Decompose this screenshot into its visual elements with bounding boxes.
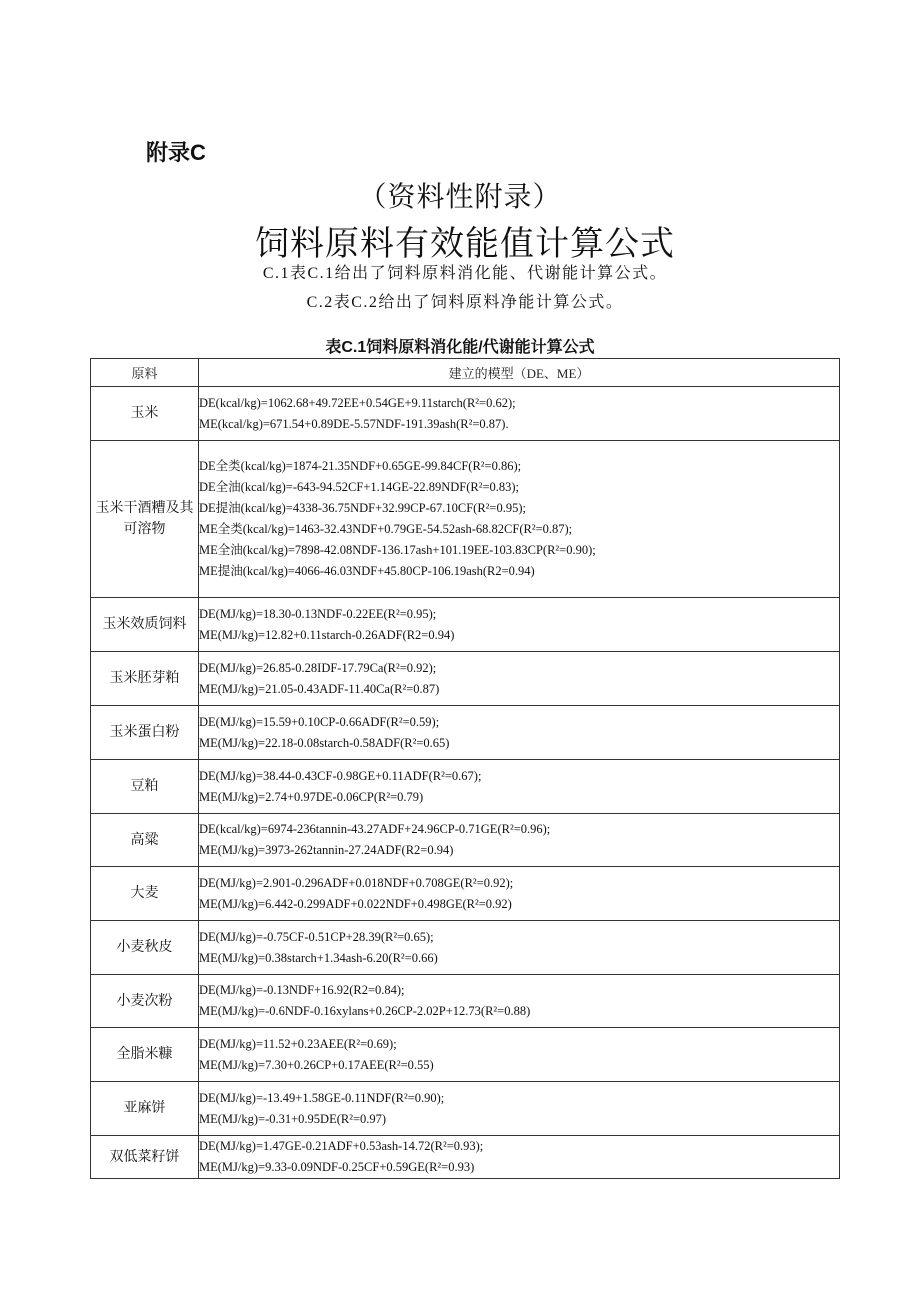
formula-line: DE(MJ/kg)=18.30-0.13NDF-0.22EE(R²=0.95); xyxy=(199,606,437,621)
appendix-subtitle: （资料性附录） xyxy=(358,181,562,212)
formula-line: DE(kcal/kg)=1062.68+49.72EE+0.54GE+9.11starch(R²=0.62); xyxy=(199,395,516,410)
formula-cell xyxy=(199,1082,840,1136)
formula-line: ME(MJ/kg)=-0.31+0.95DE(R²=0.97) xyxy=(199,1111,387,1126)
formula-cell xyxy=(199,814,840,867)
formula-line: DE(MJ/kg)=-0.13NDF+16.92(R2=0.84); xyxy=(199,983,405,997)
material-cell: 玉米胚芽粕 xyxy=(91,652,199,706)
table-row xyxy=(91,921,840,975)
formula-line: DE(MJ/kg)=-0.75CF-0.51CP+28.39(R²=0.65); xyxy=(199,929,434,944)
table-row xyxy=(91,441,840,598)
material-cell: 豆粕 xyxy=(91,760,199,814)
table-body xyxy=(91,387,840,1179)
table-row xyxy=(91,814,840,867)
table-row xyxy=(91,975,840,1028)
formula-cell xyxy=(199,760,840,814)
material-cell: 玉米干酒糟及其可溶物 xyxy=(91,441,199,598)
formula-line: DE(MJ/kg)=38.44-0.43CF-0.98GE+0.11ADF(R²=0.67); xyxy=(199,768,482,783)
formula-line: ME全类(kcal/kg)=1463-32.43NDF+0.79GE-54.52ash-68.82CF(R²=0.87); xyxy=(199,522,573,536)
formula-cell xyxy=(199,921,840,975)
formula-line: DE全油(kcal/kg)=-643-94.52CF+1.14GE-22.89NDF(R²=0.83); xyxy=(199,480,520,494)
material-cell: 高粱 xyxy=(91,814,199,867)
material-cell: 亚麻饼 xyxy=(91,1082,199,1136)
column-header-model: 建立的模型（DE、ME） xyxy=(199,359,840,387)
material-cell: 全脂米糠 xyxy=(91,1028,199,1082)
formula-line: ME(MJ/kg)=-0.6NDF-0.16xylans+0.26CP-2.02P+12.73(R²=0.88) xyxy=(199,1004,531,1018)
formula-line: DE全类(kcal/kg)=1874-21.35NDF+0.65GE-99.84CF(R²=0.86); xyxy=(199,459,522,473)
formula-line: ME全油(kcal/kg)=7898-42.08NDF-136.17ash+101.19EE-103.83CP(R²=0.90); xyxy=(199,543,596,557)
formula-line: DE提油(kcal/kg)=4338-36.75NDF+32.99CP-67.10CF(R²=0.95); xyxy=(199,501,526,515)
formula-cell xyxy=(199,706,840,760)
formula-line: DE(MJ/kg)=26.85-0.28IDF-17.79Ca(R²=0.92); xyxy=(199,660,437,675)
formula-cell xyxy=(199,867,840,921)
formula-line: ME(kcal/kg)=671.54+0.89DE-5.57NDF-191.39ash(R²=0.87). xyxy=(199,416,509,431)
material-cell: 小麦秋皮 xyxy=(91,921,199,975)
formula-cell xyxy=(199,441,840,598)
formula-table xyxy=(90,358,840,1179)
formula-line: ME(MJ/kg)=0.38starch+1.34ash-6.20(R²=0.66) xyxy=(199,950,438,965)
formula-line: ME(MJ/kg)=3973-262tannin-27.24ADF(R2=0.94) xyxy=(199,843,454,857)
intro-line-1: C.1表C.1给出了饲料原料消化能、代谢能计算公式。 xyxy=(262,265,668,282)
formula-line: ME(MJ/kg)=7.30+0.26CP+0.17AEE(R²=0.55) xyxy=(199,1057,434,1072)
table-row xyxy=(91,652,840,706)
formula-line: ME(MJ/kg)=9.33-0.09NDF-0.25CF+0.59GE(R²=0.93) xyxy=(199,1160,475,1174)
table-row xyxy=(91,1028,840,1082)
document-title: 饲料原料有效能值计算公式 xyxy=(255,225,675,263)
formula-cell xyxy=(199,387,840,441)
appendix-label: 附录C xyxy=(146,140,206,165)
table-row xyxy=(91,760,840,814)
formula-line: DE(MJ/kg)=15.59+0.10CP-0.66ADF(R²=0.59); xyxy=(199,714,440,729)
table-row xyxy=(91,387,840,441)
material-cell: 玉米蛋白粉 xyxy=(91,706,199,760)
formula-line: DE(MJ/kg)=1.47GE-0.21ADF+0.53ash-14.72(R²=0.93); xyxy=(199,1139,484,1153)
table-row xyxy=(91,598,840,652)
formula-cell xyxy=(199,1028,840,1082)
formula-cell xyxy=(199,975,840,1028)
formula-line: ME(MJ/kg)=12.82+0.11starch-0.26ADF(R2=0.94) xyxy=(199,627,455,642)
material-cell: 小麦次粉 xyxy=(91,975,199,1028)
formula-line: ME(MJ/kg)=21.05-0.43ADF-11.40Ca(R²=0.87) xyxy=(199,681,440,696)
table-row xyxy=(91,1136,840,1179)
formula-line: DE(kcal/kg)=6974-236tannin-43.27ADF+24.96CP-0.71GE(R²=0.96); xyxy=(199,822,551,836)
table-caption: 表C.1饲料原料消化能/代谢能计算公式 xyxy=(325,339,595,356)
intro-line-2: C.2表C.2给出了饲料原料净能计算公式。 xyxy=(306,294,624,311)
formula-line: ME(MJ/kg)=6.442-0.299ADF+0.022NDF+0.498GE(R²=0.92) xyxy=(199,896,512,911)
material-cell: 玉米 xyxy=(91,387,199,441)
material-cell: 大麦 xyxy=(91,867,199,921)
column-header-material: 原料 xyxy=(91,359,199,387)
formula-line: ME提油(kcal/kg)=4066-46.03NDF+45.80CP-106.19ash(R2=0.94) xyxy=(199,564,535,578)
formula-line: DE(MJ/kg)=11.52+0.23AEE(R²=0.69); xyxy=(199,1036,397,1051)
formula-line: ME(MJ/kg)=2.74+0.97DE-0.06CP(R²=0.79) xyxy=(199,789,424,804)
formula-line: DE(MJ/kg)=2.901-0.296ADF+0.018NDF+0.708GE(R²=0.92); xyxy=(199,875,514,890)
formula-line: DE(MJ/kg)=-13.49+1.58GE-0.11NDF(R²=0.90); xyxy=(199,1090,445,1105)
table-header-row xyxy=(91,359,840,387)
formula-cell xyxy=(199,1136,840,1179)
formula-cell xyxy=(199,652,840,706)
table-row xyxy=(91,1082,840,1136)
formula-line: ME(MJ/kg)=22.18-0.08starch-0.58ADF(R²=0.65) xyxy=(199,735,450,750)
formula-cell xyxy=(199,598,840,652)
table-row xyxy=(91,706,840,760)
material-cell: 双低菜籽饼 xyxy=(91,1136,199,1179)
material-cell: 玉米效质饲料 xyxy=(91,598,199,652)
table-row xyxy=(91,867,840,921)
